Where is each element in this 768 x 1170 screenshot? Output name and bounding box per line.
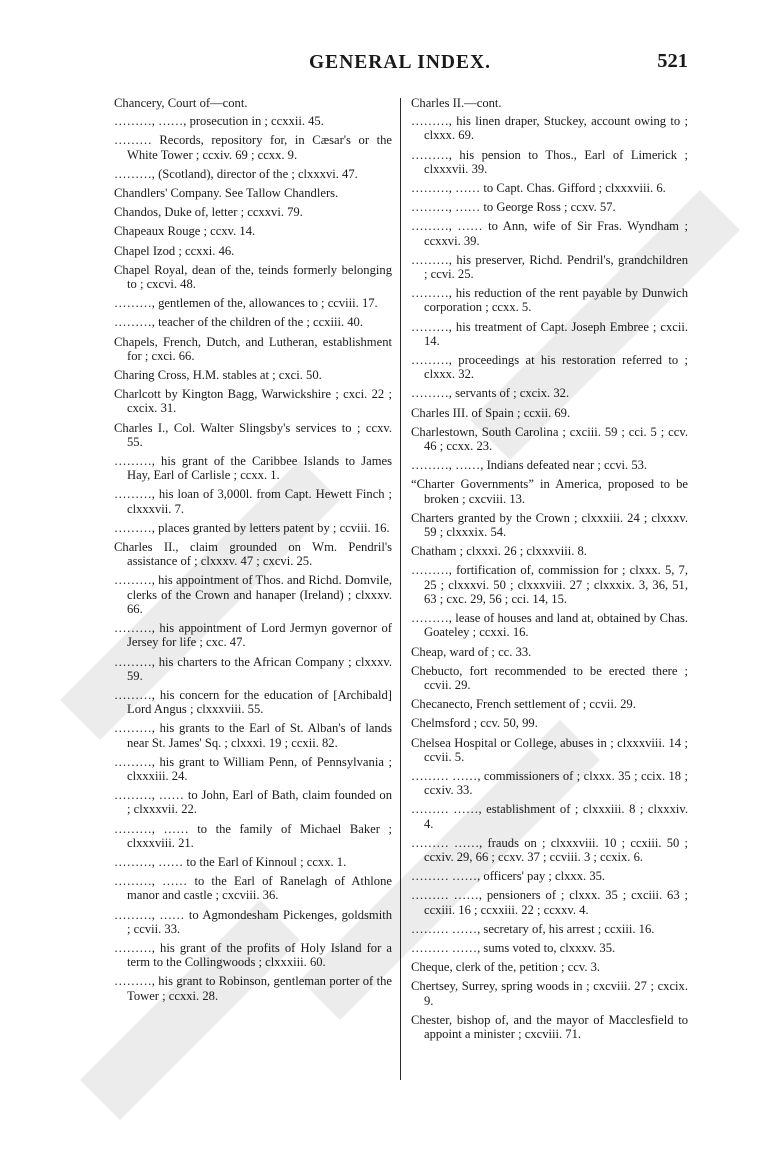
index-entry: ………, …… to Agmondesham Pickenges, goldsmith ; ccvii. 33.: [114, 907, 392, 936]
index-entry: ………, his grants to the Earl of St. Alban's of lands near St. James' Sq. ; clxxxi. 19 ; ccxii. 82.: [114, 721, 392, 750]
index-entry: ………, his grant of the profits of Holy Island for a term to the Collingwoods ; clxxxiii. 60.: [114, 940, 392, 970]
index-entry: ………, …… to John, Earl of Bath, claim founded on ; clxxxvii. 22.: [114, 788, 392, 817]
index-entry: Chapels, French, Dutch, and Lutheran, establishment for ; cxci. 66.: [114, 334, 392, 363]
index-entry: ………, …… to Capt. Chas. Gifford ; clxxxviii. 6.: [411, 181, 666, 196]
index-entry: Charles III. of Spain ; ccxii. 69.: [411, 405, 571, 420]
index-entry: ………, his appointment of Lord Jermyn governor of Jersey for life ; cxc. 47.: [114, 621, 392, 650]
index-entry: Chancery, Court of—cont.: [114, 96, 248, 110]
index-entry: ………, gentlemen of the, allowances to ; ccviii. 17.: [114, 296, 378, 311]
index-entry: ………, his loan of 3,000l. from Capt. Hewett Finch ; clxxxvii. 7.: [114, 487, 392, 516]
index-entry: Chelsea Hospital or College, abuses in ; clxxxviii. 14 ; ccvii. 5.: [411, 735, 688, 764]
index-entry: ………, his treatment of Capt. Joseph Embree ; cxcii. 14.: [411, 319, 688, 348]
index-entry: ……… ……, commissioners of ; clxxx. 35 ; ccix. 18 ; ccxiv. 33.: [411, 768, 688, 798]
index-entry: ………, …… to the family of Michael Baker ; clxxxviii. 21.: [114, 821, 392, 850]
index-entry: ………, servants of ; cxcix. 32.: [411, 386, 570, 401]
index-entry: ………, his preserver, Richd. Pendril's, grandchildren ; ccvi. 25.: [411, 252, 688, 282]
index-entry: Chandos, Duke of, letter ; ccxxvi. 79.: [114, 205, 303, 220]
right-column: [411, 96, 688, 1046]
index-entry: ……… ……, frauds on ; clxxxviii. 10 ; ccxiii. 50 ; ccxiv. 29, 66 ; ccxv. 37 ; ccviii. 3 ; ccxix. 6.: [411, 835, 688, 864]
index-entry: Charlcott by Kington Bagg, Warwickshire ; cxci. 22 ; cxcix. 31.: [114, 387, 392, 416]
index-entry: ……… ……, sums voted to, clxxxv. 35.: [411, 940, 616, 955]
index-entry: ………, …… to the Earl of Ranelagh of Athlone manor and castle ; cxcviii. 36.: [114, 874, 392, 903]
index-entry: Checanecto, French settlement of ; ccvii. 29.: [411, 697, 636, 712]
index-entry: Cheap, ward of ; cc. 33.: [411, 644, 532, 659]
index-entry: ……… Records, repository for, in Cæsar's or the White Tower ; ccxiv. 69 ; ccxx. 9.: [114, 133, 392, 162]
index-entry: ………, his grant of the Caribbee Islands to James Hay, Earl of Carlisle ; ccxx. 1.: [114, 454, 392, 483]
left-column: [114, 96, 392, 1008]
index-entry: ………, his grant to Robinson, gentleman porter of the Tower ; ccxxi. 28.: [114, 974, 392, 1003]
index-entry: Charters granted by the Crown ; clxxxiii. 24 ; clxxxv. 59 ; clxxxix. 54.: [411, 510, 688, 540]
index-entry: ……… ……, secretary of, his arrest ; ccxiii. 16.: [411, 921, 655, 936]
index-entry: Charlestown, South Carolina ; cxciii. 59 ; cci. 5 ; ccv. 46 ; ccxx. 23.: [411, 424, 688, 454]
index-entry: ……… ……, establishment of ; clxxxiii. 8 ; clxxxiv. 4.: [411, 802, 688, 831]
index-entry: Chertsey, Surrey, spring woods in ; cxcviii. 27 ; cxcix. 9.: [411, 979, 688, 1008]
index-entry: ……… ……, officers' pay ; clxxx. 35.: [411, 869, 606, 884]
index-entry: ………, lease of houses and land at, obtained by Chas. Goateley ; ccxxi. 16.: [411, 611, 688, 640]
index-entry: ………, fortification of, commission for ; clxxx. 5, 7, 25 ; clxxxvi. 50 ; clxxxviii. 27 ; clxxxix. 3, 36, 51, 63 ; cxc. 29, 56 ; cci. 14, 15.: [411, 563, 688, 606]
index-entry: ………, …… to the Earl of Kinnoul ; ccxx. 1.: [114, 854, 347, 869]
page-title: GENERAL INDEX.: [309, 52, 491, 73]
index-entry: Chapel Royal, dean of the, teinds formerly belonging to ; cxcvi. 48.: [114, 262, 392, 292]
page-header: [112, 52, 688, 82]
index-entry: ………, his concern for the education of [Archibald] Lord Angus ; clxxxviii. 55.: [114, 687, 392, 717]
index-entry: ………, (Scotland), director of the ; clxxxvi. 47.: [114, 166, 358, 181]
column-divider: [400, 98, 401, 1080]
index-entry: ……… ……, pensioners of ; clxxx. 35 ; cxciii. 63 ; ccxiii. 16 ; ccxxiii. 22 ; ccxxv. 4.: [411, 888, 688, 917]
index-entry: Chester, bishop of, and the mayor of Macclesfield to appoint a minister ; cxcviii. 71.: [411, 1012, 688, 1041]
index-entry: ………, his charters to the African Company ; clxxxv. 59.: [114, 654, 392, 683]
index-entry: “Charter Governments” in America, proposed to be broken ; cxcviii. 13.: [411, 477, 688, 506]
index-entry: Charles II., claim grounded on Wm. Pendril's assistance of ; clxxxv. 47 ; cxcvi. 25.: [114, 540, 392, 569]
index-entry: Chandlers' Company. See Tallow Chandlers.: [114, 186, 339, 201]
index-entry: Chapel Izod ; ccxxi. 46.: [114, 243, 235, 258]
index-entry: ………, his reduction of the rent payable by Dunwich corporation ; ccxx. 5.: [411, 286, 688, 315]
index-entry: Cheque, clerk of the, petition ; ccv. 3.: [411, 960, 601, 975]
index-entry: ………, …… to George Ross ; ccxv. 57.: [411, 200, 616, 215]
index-entry: ………, teacher of the children of the ; ccxiii. 40.: [114, 315, 363, 330]
index-entry: Charles II.—cont.: [411, 96, 502, 110]
index-entry: Chebucto, fort recommended to be erected there ; ccvii. 29.: [411, 663, 688, 692]
index-entry: ………, places granted by letters patent by ; ccviii. 16.: [114, 520, 390, 535]
index-entry: ………, proceedings at his restoration referred to ; clxxx. 32.: [411, 353, 688, 382]
index-entry: Charles I., Col. Walter Slingsby's services to ; ccxv. 55.: [114, 420, 392, 449]
page-number: 521: [657, 50, 688, 72]
index-entry: ………, ……, Indians defeated near ; ccvi. 53.: [411, 458, 648, 473]
index-entry: ………, his grant to William Penn, of Pennsylvania ; clxxxiii. 24.: [114, 754, 392, 783]
index-entry: ………, ……, prosecution in ; ccxxii. 45.: [114, 114, 324, 129]
index-entry: ………, his pension to Thos., Earl of Limerick ; clxxxvii. 39.: [411, 147, 688, 176]
index-entry: ………, …… to Ann, wife of Sir Fras. Wyndham ; ccxxvi. 39.: [411, 219, 688, 248]
index-entry: Chapeaux Rouge ; ccxv. 14.: [114, 224, 256, 239]
index-entry: ………, his linen draper, Stuckey, account owing to ; clxxx. 69.: [411, 114, 688, 143]
index-entry: Chelmsford ; ccv. 50, 99.: [411, 716, 538, 731]
index-entry: Charing Cross, H.M. stables at ; cxci. 50.: [114, 368, 322, 383]
index-entry: Chatham ; clxxxi. 26 ; clxxxviii. 8.: [411, 544, 587, 559]
index-entry: ………, his appointment of Thos. and Richd. Domvile, clerks of the Crown and hanaper (Ireland) ; clxxxv. 66.: [114, 573, 392, 616]
